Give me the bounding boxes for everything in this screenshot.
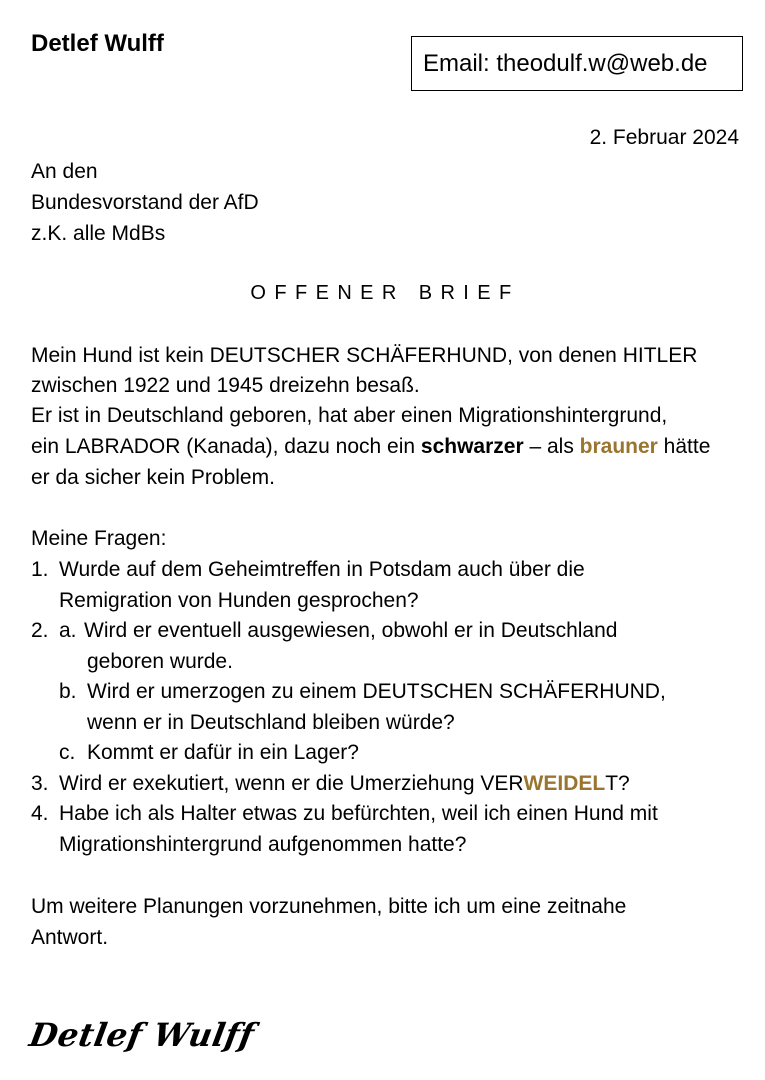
q3-brown-word: WEIDEL xyxy=(523,772,606,795)
letter-title: OFFENER BRIEF xyxy=(250,282,520,304)
recipient-line-2: Bundesvorstand der AfD xyxy=(31,191,259,214)
q4-line1: Habe ich als Halter etwas zu befürchten, weil ich einen Hund mit xyxy=(59,802,658,825)
closing-line2: Antwort. xyxy=(31,926,109,949)
paragraph1-line3: Er ist in Deutschland geboren, hat aber einen Migrationshintergrund, xyxy=(31,404,668,427)
q3-end: T? xyxy=(605,772,630,795)
q2b-label: b. xyxy=(59,680,77,703)
paragraph1-line2: zwischen 1922 und 1945 dreizehn besaß. xyxy=(31,374,420,397)
handwritten-signature: Detlef Wulff xyxy=(26,1016,258,1054)
p1-line4-mid: – als xyxy=(523,435,580,458)
q2a-line1: Wird er eventuell ausgewiesen, obwohl er in Deutschland xyxy=(84,619,618,642)
q1-number: 1. xyxy=(31,558,49,581)
q2-number: 2. xyxy=(31,619,49,642)
q1-line1: Wurde auf dem Geheimtreffen in Potsdam auch über die xyxy=(59,558,585,581)
q3-line1 xyxy=(59,768,630,799)
sender-name: Detlef Wulff xyxy=(31,30,164,57)
email-box xyxy=(411,36,743,91)
p1-bold-word: schwarzer xyxy=(420,435,524,458)
q2a-label: a. xyxy=(59,619,77,642)
p1-line4-end: hätte xyxy=(657,435,711,458)
questions-heading: Meine Fragen: xyxy=(31,527,167,550)
q2b-line1: Wird er umerzogen zu einem DEUTSCHEN SCHÄFERHUND, xyxy=(87,680,666,703)
q1-line2: Remigration von Hunden gesprochen? xyxy=(59,589,419,612)
q2c-line1: Kommt er dafür in ein Lager? xyxy=(87,741,359,764)
q3-number: 3. xyxy=(31,772,49,795)
letter-date: 2. Februar 2024 xyxy=(589,126,739,149)
q2b-line2: wenn er in Deutschland bleiben würde? xyxy=(87,711,455,734)
q2a-line2: geboren wurde. xyxy=(87,650,233,673)
paragraph1-line5: er da sicher kein Problem. xyxy=(31,466,275,489)
recipient-line-1: An den xyxy=(31,160,98,183)
recipient-line-3: z.K. alle MdBs xyxy=(31,222,166,245)
q4-number: 4. xyxy=(31,802,49,825)
q3-start: Wird er exekutiert, wenn er die Umerziehung VER xyxy=(59,772,524,795)
p1-line4-start: ein LABRADOR (Kanada), dazu noch ein xyxy=(31,435,421,458)
email-text: Email: theodulf.w@web.de xyxy=(423,49,708,77)
q4-line2: Migrationshintergrund aufgenommen hatte? xyxy=(59,833,467,856)
closing-line1: Um weitere Planungen vorzunehmen, bitte ich um eine zeitnahe xyxy=(31,895,627,918)
paragraph1-line4 xyxy=(31,431,710,462)
paragraph1-line1: Mein Hund ist kein DEUTSCHER SCHÄFERHUND, von denen HITLER xyxy=(31,344,698,367)
q2c-label: c. xyxy=(59,741,76,764)
p1-brown-word: brauner xyxy=(579,435,658,458)
